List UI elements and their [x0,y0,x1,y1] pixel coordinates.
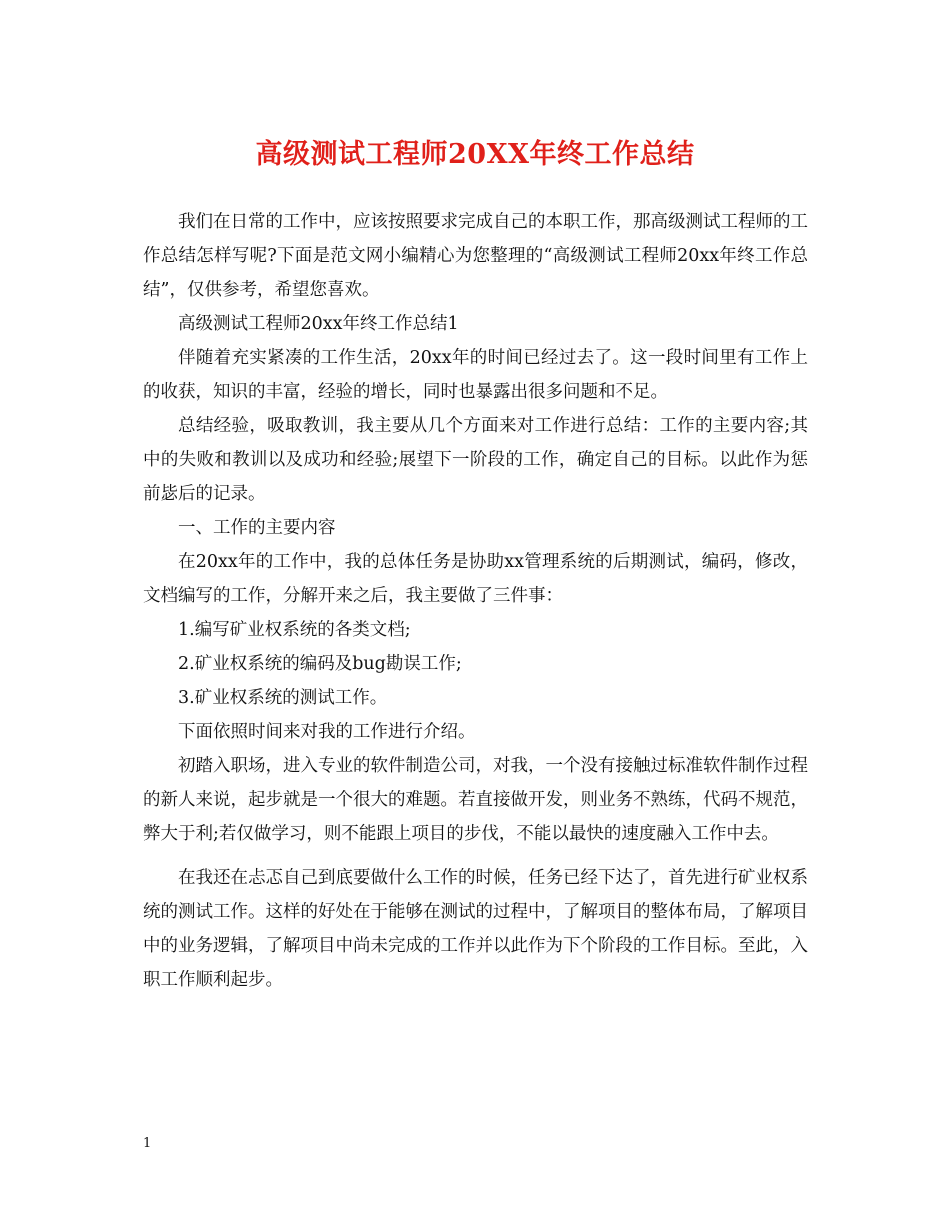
intro-paragraph: 我们在日常的工作中，应该按照要求完成自己的本职工作，那高级测试工程师的工作总结怎样写呢?下面是范文网小编精心为您整理的“高级测试工程师20xx年终工作总结”，仅供参考，希望您喜欢。 [143,212,808,300]
section-heading: 一、工作的主要内容 [178,518,336,538]
body-paragraph: 在我还在忐忑自己到底要做什么工作的时候，任务已经下达了，首先进行矿业权系统的测试工作。这样的好处在于能够在测试的过程中，了解项目的整体布局，了解项目中的业务逻辑，了解项目中尚未完成的工作并以此作为下个阶段的工作目标。至此，入职工作顺利起步。 [143,868,808,990]
body-paragraph: 总结经验，吸取教训，我主要从几个方面来对工作进行总结：工作的主要内容;其中的失败和教训以及成功和经验;展望下一阶段的工作，确定自己的目标。以此作为惩前毖后的记录。 [143,416,808,504]
body-paragraph: 初踏入职场，进入专业的软件制造公司，对我，一个没有接触过标准软件制作过程的新人来说，起步就是一个很大的难题。若直接做开发，则业务不熟练，代码不规范，弊大于利;若仅做学习，则不能跟上项目的步伐，不能以最快的速度融入工作中去。 [143,756,808,844]
list-item: 3.矿业权系统的测试工作。 [178,688,388,708]
body-paragraph: 伴随着充实紧凑的工作生活，20xx年的时间已经过去了。这一段时间里有工作上的收获，知识的丰富，经验的增长，同时也暴露出很多问题和不足。 [143,348,808,402]
section-heading: 高级测试工程师20xx年终工作总结1 [178,314,459,334]
list-item: 2.矿业权系统的编码及bug勘误工作; [178,654,462,674]
page-number: 1 [143,1136,152,1151]
body-paragraph: 下面依照时间来对我的工作进行介绍。 [178,722,476,742]
document-title: 高级测试工程师20XX年终工作总结 [255,139,695,170]
document-body [143,205,808,997]
list-item: 1.编写矿业权系统的各类文档; [178,620,411,640]
body-paragraph: 在20xx年的工作中，我的总体任务是协助xx管理系统的后期测试，编码，修改，文档编写的工作，分解开来之后，我主要做了三件事： [143,552,808,606]
